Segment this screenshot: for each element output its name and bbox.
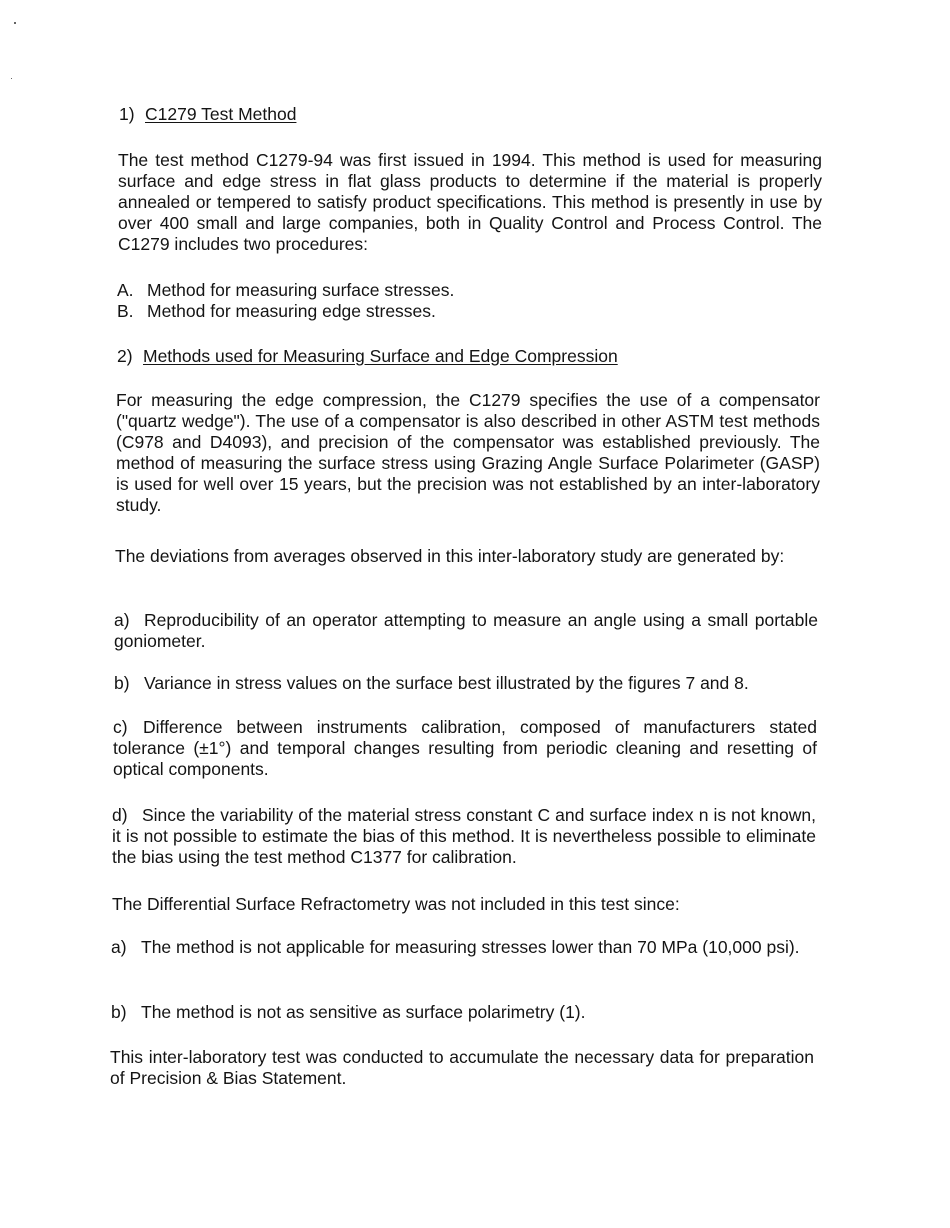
section-1-paragraph: The test method C1279-94 was first issued in 1994. This method is used for measuring surface and edge stress in flat glass products to determine if the material is properly annealed or tempered to satisfy product specifications. This method is presently in use by over 400 small and large companies, both in Quality Control and Process Control. The C1279 includes two procedures: xyxy=(118,150,822,254)
section-1-heading xyxy=(119,104,827,125)
deviation-text: Difference between instruments calibration, composed of manufacturers stated tolerance (±1°) and temporal changes resulting from periodic cleaning and resetting of optical components. xyxy=(113,717,817,779)
deviation-text: Since the variability of the material stress constant C and surface index n is not known, it is not possible to estimate the bias of this method. It is nevertheless possible to eliminate the bias using the test method C1377 for calibration. xyxy=(112,805,816,867)
deviation-item-c xyxy=(113,717,817,780)
deviation-text: Reproducibility of an operator attempting to measure an angle using a small portable goniometer. xyxy=(114,610,818,651)
deviation-item-d xyxy=(112,805,816,868)
procedure-marker: B. xyxy=(117,301,134,321)
procedure-item xyxy=(117,280,825,301)
reason-item-a xyxy=(111,937,815,958)
procedures-list xyxy=(117,280,825,322)
section-1-number: 1) xyxy=(119,104,135,124)
reason-marker: a) xyxy=(111,937,127,957)
deviation-marker: b) xyxy=(114,673,130,693)
section-2-paragraph-1: For measuring the edge compression, the C1279 specifies the use of a compensator ("quartz wedge"). The use of a compensator is also described in other ASTM test methods (C978 and D4093), and precision of the compensator was established previously. The method of measuring the surface stress using Grazing Angle Surface Polarimeter (GASP) is used for well over 15 years, but the precision was not established by an inter-laboratory study. xyxy=(116,390,820,515)
deviation-text: Variance in stress values on the surface best illustrated by the figures 7 and 8. xyxy=(144,673,749,693)
procedure-text: Method for measuring surface stresses. xyxy=(147,280,455,300)
section-1-title: C1279 Test Method xyxy=(145,104,297,124)
procedure-marker: A. xyxy=(117,280,134,300)
deviation-marker: c) xyxy=(113,717,128,737)
deviation-marker: d) xyxy=(112,805,128,825)
reason-text: The method is not applicable for measuring stresses lower than 70 MPa (10,000 psi). xyxy=(141,937,800,957)
deviation-item-a xyxy=(114,610,818,652)
reason-marker: b) xyxy=(111,1002,127,1022)
reason-text: The method is not as sensitive as surface polarimetry (1). xyxy=(141,1002,586,1022)
section-2-number: 2) xyxy=(117,346,133,366)
scan-speck xyxy=(14,22,16,24)
closing-paragraph: This inter-laboratory test was conducted to accumulate the necessary data for preparation of Precision & Bias Statement. xyxy=(110,1047,814,1088)
procedure-text: Method for measuring edge stresses. xyxy=(147,301,436,321)
reason-item-b xyxy=(111,1002,815,1023)
section-2-paragraph-2: The deviations from averages observed in this inter-laboratory study are generated by: xyxy=(115,546,785,566)
procedure-item xyxy=(117,301,825,322)
deviation-item-b xyxy=(114,673,818,694)
section-2-heading xyxy=(117,346,825,367)
section-2-title: Methods used for Measuring Surface and Edge Compression xyxy=(143,346,618,366)
scan-speck xyxy=(11,78,12,79)
deviation-marker: a) xyxy=(114,610,130,630)
section-2-paragraph-3: The Differential Surface Refractometry was not included in this test since: xyxy=(112,894,680,914)
